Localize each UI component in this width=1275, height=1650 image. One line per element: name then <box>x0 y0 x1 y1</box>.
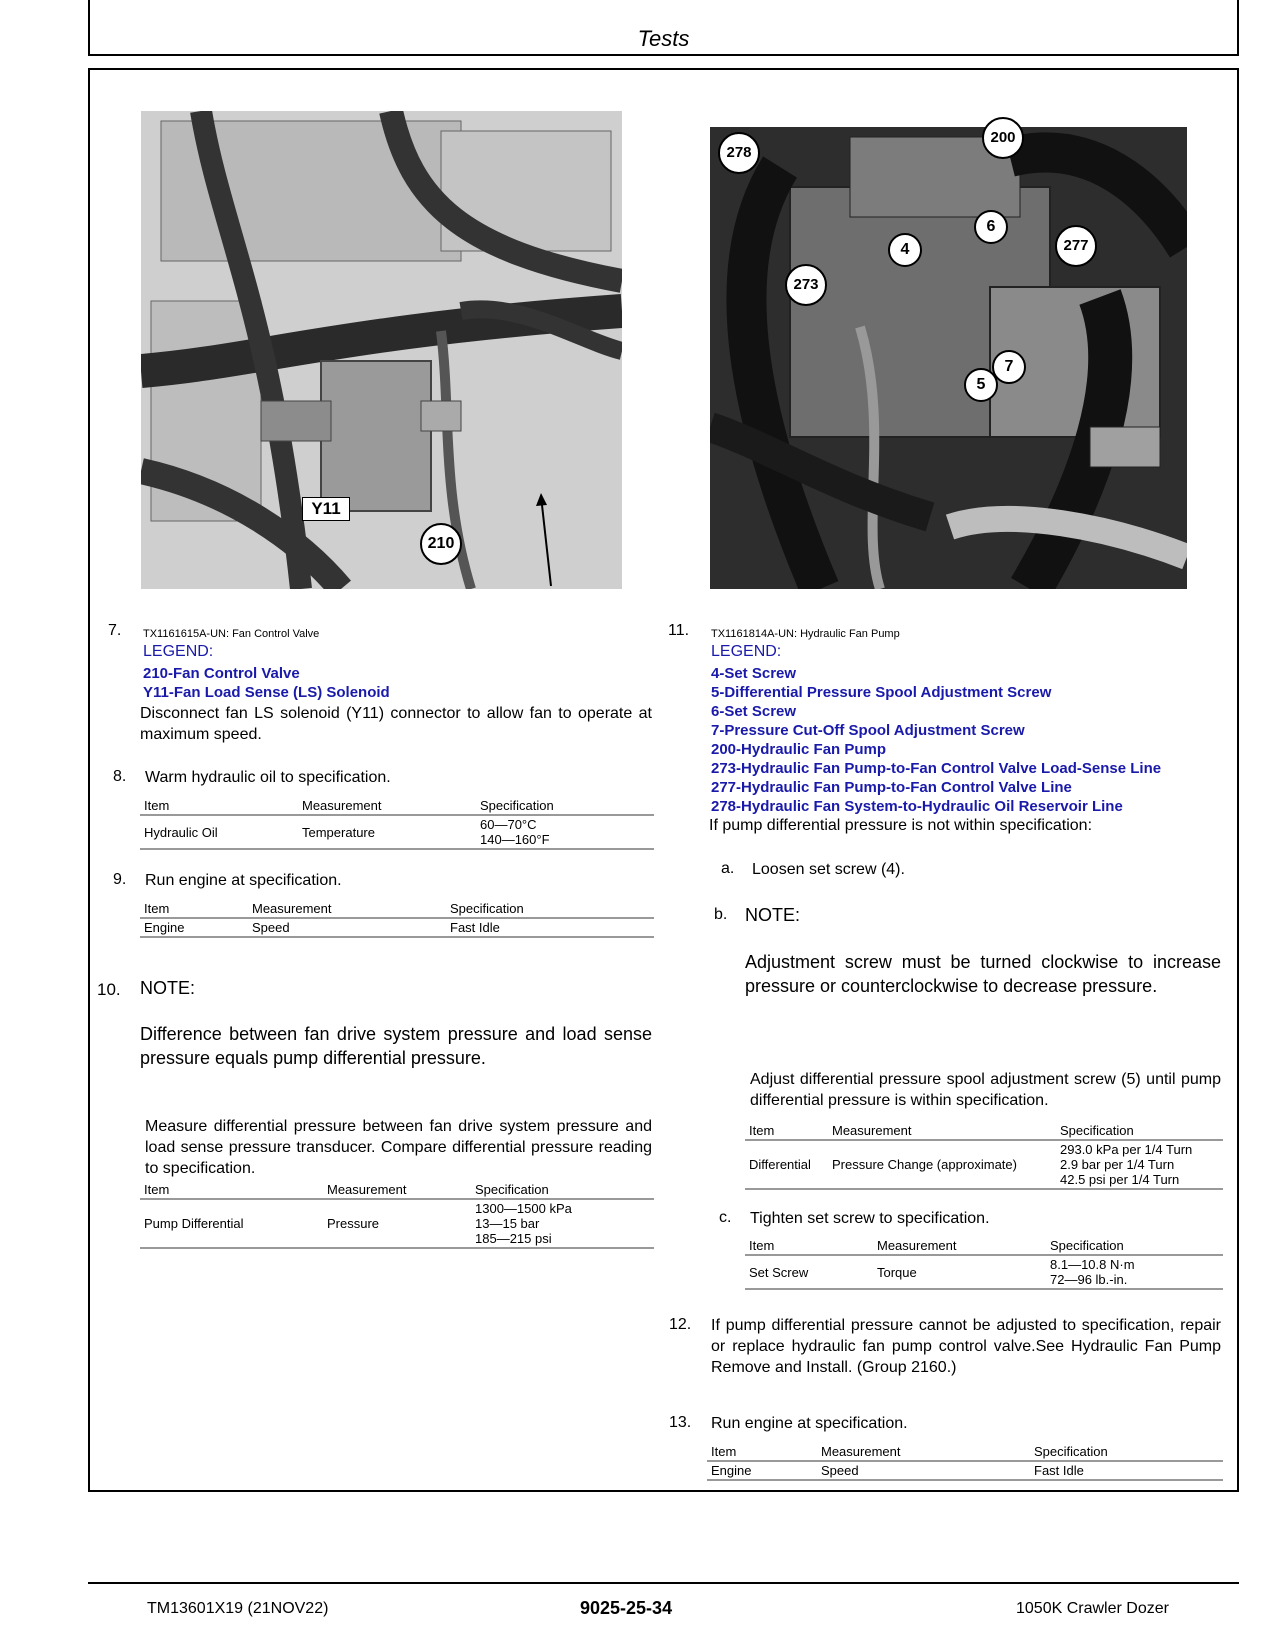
table-header: Item <box>140 1181 323 1199</box>
step-11-legend-item: 5-Differential Pressure Spool Adjustment Screw <box>711 684 1052 701</box>
step-10-number: 10. <box>97 980 121 999</box>
step-11a-text: Loosen set screw (4). <box>752 861 905 878</box>
table-header: Measurement <box>323 1181 471 1199</box>
callout-4: 4 <box>888 233 922 267</box>
table-cell: 8.1—10.8 N·m <box>1050 1257 1135 1272</box>
step-9-number: 9. <box>113 871 127 888</box>
callout-278: 278 <box>718 132 760 174</box>
step-11-legend-item: 4-Set Screw <box>711 665 797 682</box>
callout-y11: Y11 <box>302 497 350 521</box>
step-11c-spec-table <box>745 1237 1223 1290</box>
table-cell: 42.5 psi per 1/4 Turn <box>1060 1172 1180 1187</box>
footer-page-number: 9025-25-34 <box>580 1598 673 1618</box>
step-12-number: 12. <box>669 1316 692 1333</box>
table-cell: 72—96 lb.-in. <box>1050 1272 1128 1287</box>
footer-manual-id: TM13601X19 (21NOV22) <box>147 1600 329 1617</box>
step-8-spec-table <box>140 797 654 850</box>
step-10-note-text: Difference between fan drive system pressure and load sense pressure equals pump differential pressure. <box>140 1024 652 1068</box>
table-header: Specification <box>446 900 654 918</box>
table-cell: Fast Idle <box>446 918 654 937</box>
step-10-text: Measure differential pressure between fan drive system pressure and load sense pressure transducer. Compare differential pressure reading to specification. <box>145 1118 652 1177</box>
table-cell: 60—70°C <box>480 817 537 832</box>
table-row <box>140 918 654 937</box>
callout-273: 273 <box>785 264 827 306</box>
step-13-number: 13. <box>669 1414 692 1431</box>
step-7-text: Disconnect fan LS solenoid (Y11) connector to allow fan to operate at maximum speed. <box>140 705 652 743</box>
fan-control-valve-image <box>141 111 622 589</box>
step-11b-label: b. <box>714 906 728 923</box>
table-row <box>745 1255 1223 1289</box>
step-10-note-label: NOTE: <box>140 978 196 998</box>
step-11-legend-title: LEGEND: <box>711 643 782 660</box>
step-11c-text: Tighten set screw to specification. <box>750 1210 990 1227</box>
table-row <box>140 815 654 849</box>
step-11b-spec-table <box>745 1122 1223 1190</box>
table-cell: 185—215 psi <box>475 1231 552 1246</box>
step-13-text: Run engine at specification. <box>711 1415 908 1432</box>
step-7-legend-title: LEGEND: <box>143 643 214 660</box>
step-12-text: If pump differential pressure cannot be adjusted to specification, repair or replace hydraulic fan pump control valve.See Hydraulic Fan Pump Remove and Install. (Group 2160.) <box>711 1317 1221 1376</box>
table-header: Specification <box>476 797 654 815</box>
step-9-text: Run engine at specification. <box>145 872 342 889</box>
table-header: Item <box>745 1122 828 1140</box>
table-row <box>707 1461 1223 1480</box>
table-cell: 140—160°F <box>480 832 550 847</box>
callout-5: 5 <box>964 368 998 402</box>
table-cell: Pump Differential <box>140 1199 323 1248</box>
table-cell: Hydraulic Oil <box>140 815 298 849</box>
step-11-legend-item: 273-Hydraulic Fan Pump-to-Fan Control Valve Load-Sense Line <box>711 760 1162 777</box>
step-7-number: 7. <box>108 622 122 639</box>
table-cell: Speed <box>248 918 446 937</box>
step-10-spec-table <box>140 1181 654 1249</box>
step-7-legend-item: 210-Fan Control Valve <box>143 665 300 682</box>
step-11-legend-item: 200-Hydraulic Fan Pump <box>711 741 887 758</box>
footer-rule <box>88 1582 1239 1584</box>
step-11-legend-item: 6-Set Screw <box>711 703 797 720</box>
callout-7: 7 <box>992 350 1026 384</box>
table-header: Specification <box>471 1181 654 1199</box>
step-11c-label: c. <box>719 1209 732 1226</box>
table-cell: Pressure <box>323 1199 471 1248</box>
table-cell: Engine <box>140 918 248 937</box>
step-11-legend-item: 7-Pressure Cut-Off Spool Adjustment Screw <box>711 722 1025 739</box>
step-7-legend-item: Y11-Fan Load Sense (LS) Solenoid <box>143 684 390 701</box>
table-header: Specification <box>1030 1443 1223 1461</box>
callout-6: 6 <box>974 210 1008 244</box>
table-cell: Fast Idle <box>1030 1461 1223 1480</box>
step-11-text: If pump differential pressure is not within specification: <box>709 817 1093 834</box>
footer-machine-name: 1050K Crawler Dozer <box>1016 1600 1169 1617</box>
table-header: Item <box>140 900 248 918</box>
table-header: Item <box>707 1443 817 1461</box>
table-header: Measurement <box>817 1443 1030 1461</box>
step-8-text: Warm hydraulic oil to specification. <box>145 769 391 786</box>
table-row <box>745 1140 1223 1189</box>
step-11b-note-label: NOTE: <box>745 905 801 925</box>
table-header: Measurement <box>248 900 446 918</box>
step-11-legend-item: 278-Hydraulic Fan System-to-Hydraulic Oil Reservoir Line <box>711 798 1123 815</box>
table-cell: Speed <box>817 1461 1030 1480</box>
step-11b-note-text: Adjustment screw must be turned clockwise to increase pressure or counterclockwise to decrease pressure. <box>745 952 1221 996</box>
table-cell: Torque <box>873 1255 1046 1289</box>
table-header: Measurement <box>873 1237 1046 1255</box>
page-header <box>88 0 1239 56</box>
step-11a-label: a. <box>721 860 735 877</box>
table-cell: Pressure Change (approximate) <box>828 1140 1056 1189</box>
table-cell: Differential <box>745 1140 828 1189</box>
step-13-spec-table <box>707 1443 1223 1481</box>
callout-277: 277 <box>1055 225 1097 267</box>
table-header: Specification <box>1046 1237 1223 1255</box>
table-header: Item <box>140 797 298 815</box>
table-cell: 1300—1500 kPa <box>475 1201 572 1216</box>
table-cell: 2.9 bar per 1/4 Turn <box>1060 1157 1175 1172</box>
table-cell: 293.0 kPa per 1/4 Turn <box>1060 1142 1193 1157</box>
table-header: Specification <box>1056 1122 1223 1140</box>
table-cell: Temperature <box>298 815 476 849</box>
table-header: Measurement <box>828 1122 1056 1140</box>
table-cell: Set Screw <box>745 1255 873 1289</box>
step-9-spec-table <box>140 900 654 938</box>
callout-210: 210 <box>420 523 462 565</box>
hydraulic-fan-pump-image <box>710 127 1187 589</box>
table-cell: Engine <box>707 1461 817 1480</box>
step-11b-text: Adjust differential pressure spool adjustment screw (5) until pump differential pressure is within specification. <box>750 1071 1221 1109</box>
step-7-figure-caption: TX1161615A-UN: Fan Control Valve <box>143 628 320 640</box>
step-11-number: 11. <box>668 622 690 639</box>
step-11-figure-caption: TX1161814A-UN: Hydraulic Fan Pump <box>711 628 900 640</box>
table-header: Item <box>745 1237 873 1255</box>
page-title: Tests <box>637 26 690 51</box>
table-cell: 13—15 bar <box>475 1216 540 1231</box>
table-row <box>140 1199 654 1248</box>
step-8-number: 8. <box>113 768 127 785</box>
callout-200: 200 <box>982 117 1024 159</box>
table-header: Measurement <box>298 797 476 815</box>
step-11-legend-item: 277-Hydraulic Fan Pump-to-Fan Control Valve Line <box>711 779 1072 796</box>
